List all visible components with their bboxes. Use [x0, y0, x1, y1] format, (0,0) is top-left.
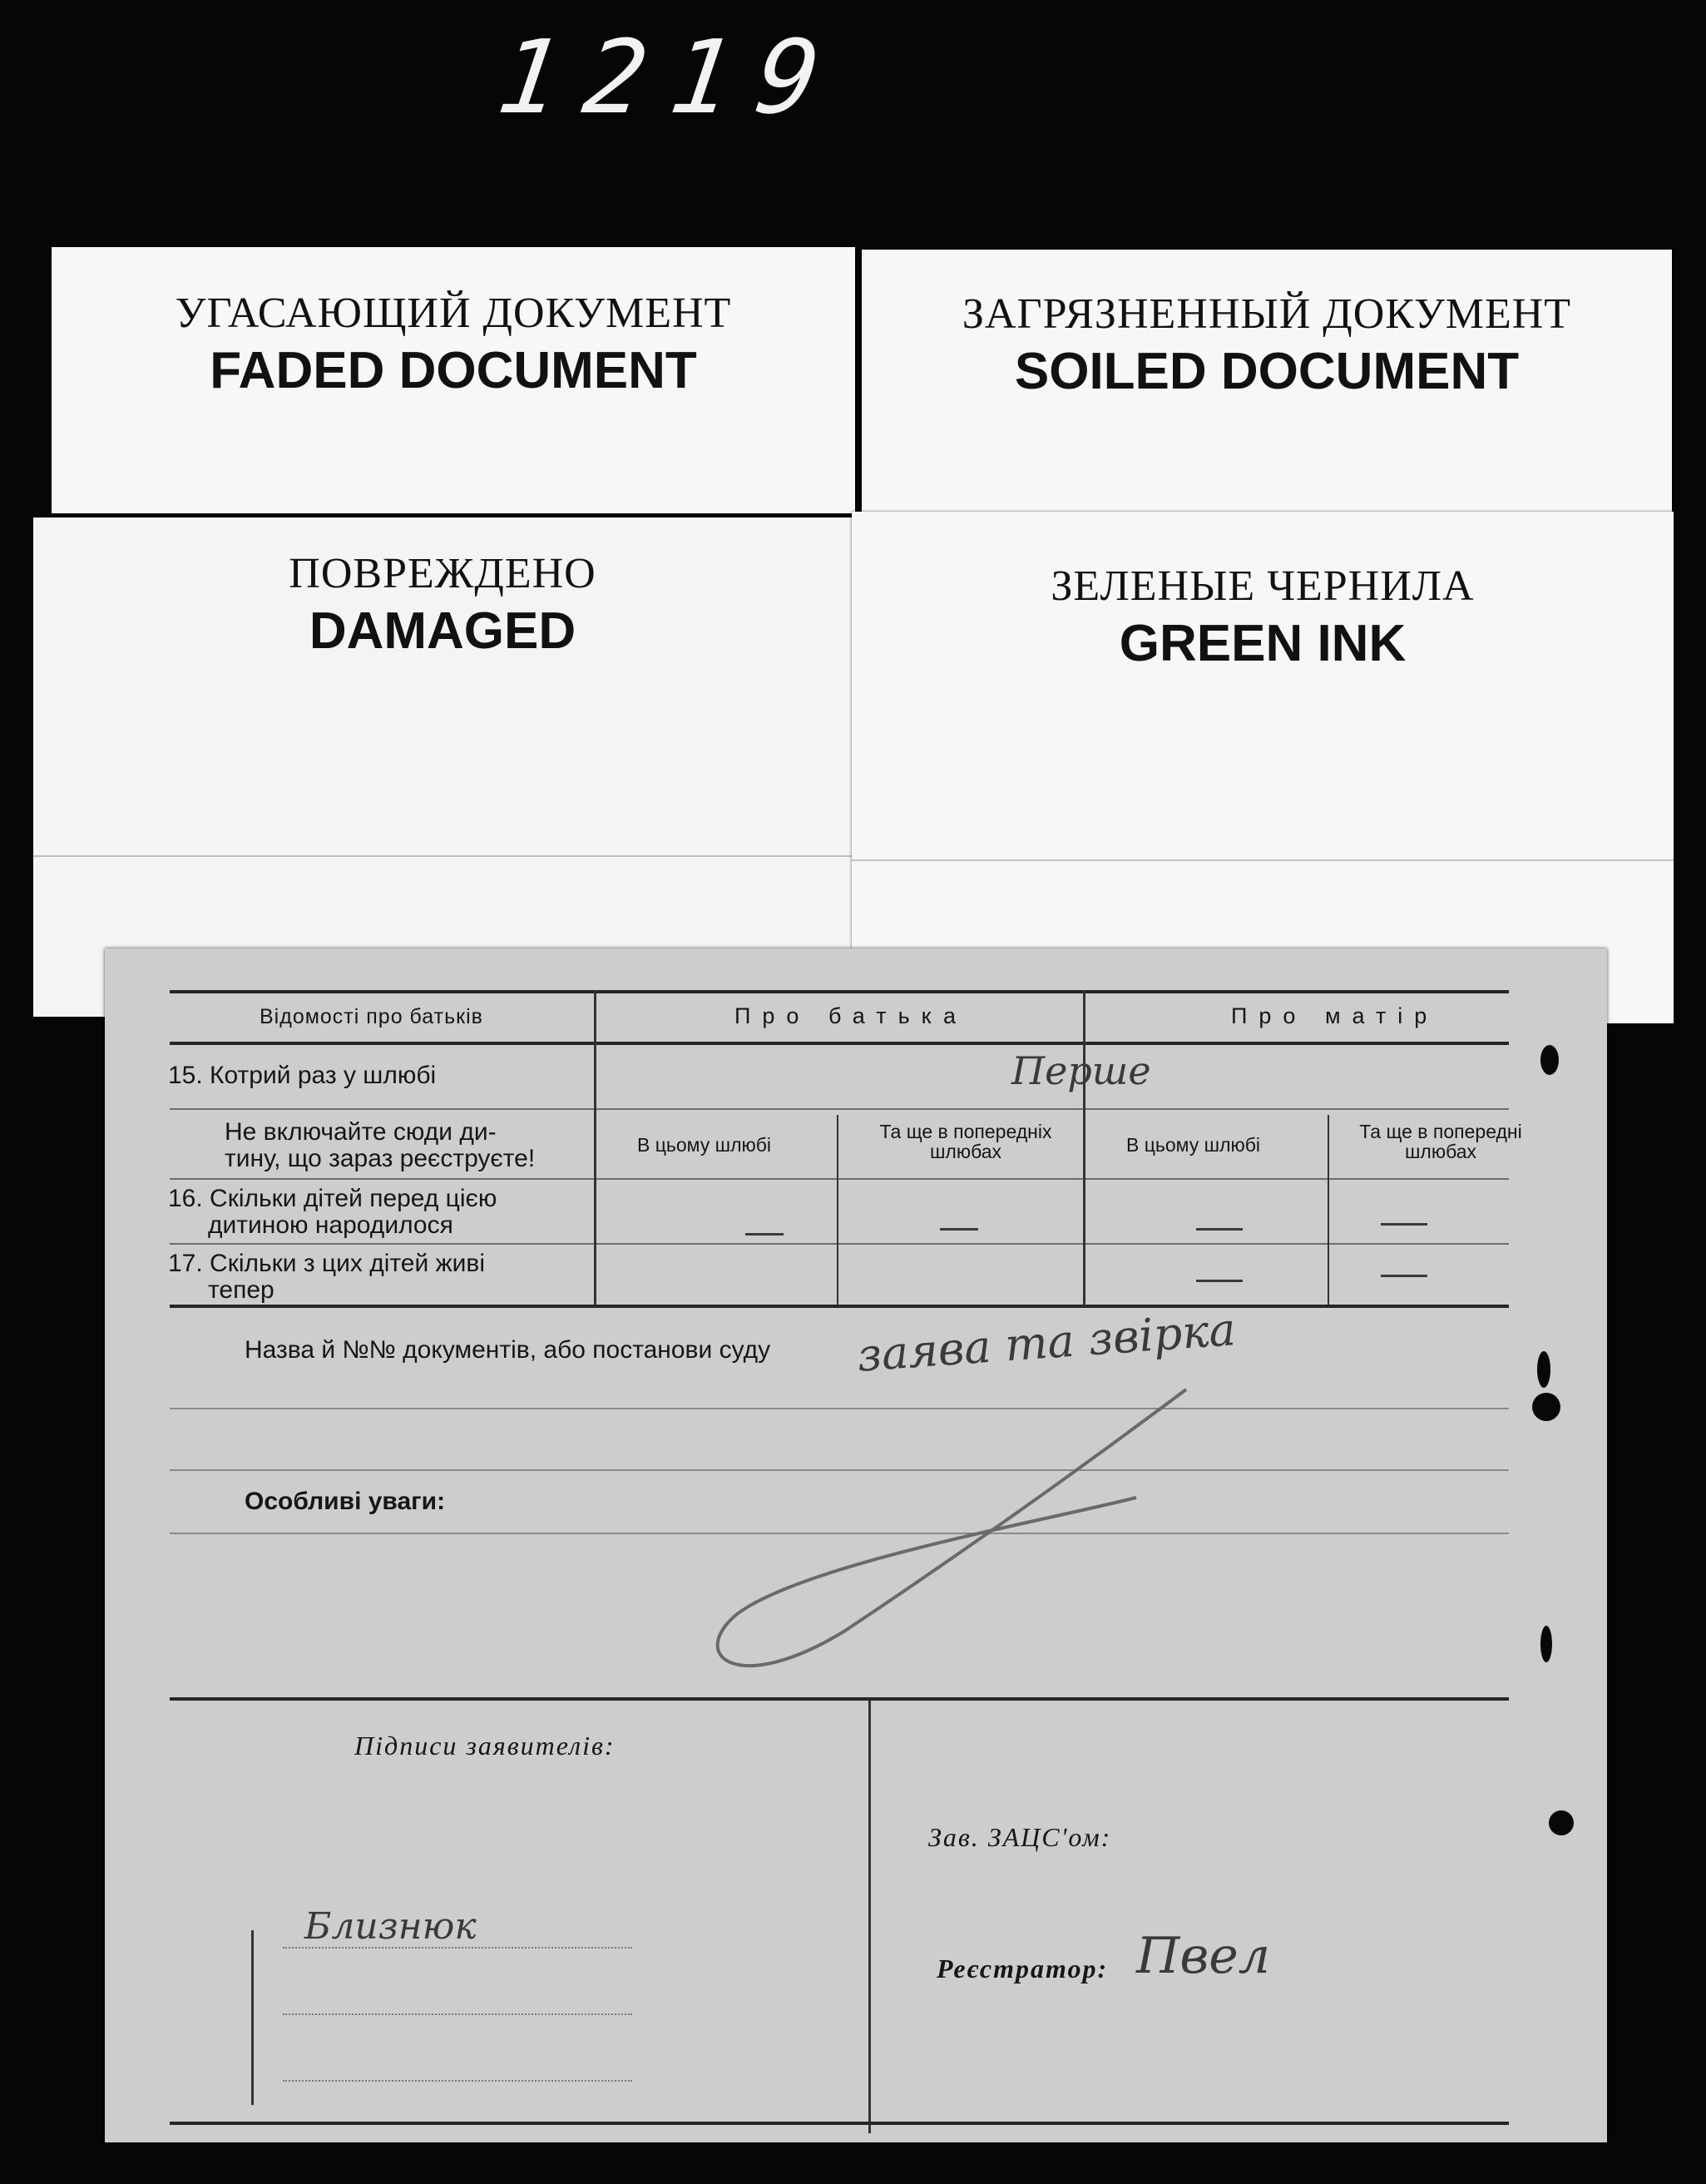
subheader-father-previous-line1: Та ще в попередніх	[879, 1121, 1052, 1142]
faded-document-card	[52, 247, 855, 513]
header-about-mother: Про матір	[1231, 1003, 1439, 1028]
punch-hole	[1532, 1393, 1560, 1421]
note-line-1: Не включайте сюди ди-	[225, 1118, 497, 1146]
punch-hole	[1540, 1626, 1552, 1662]
damaged-card-russian: ПОВРЕЖДЕНО	[289, 550, 596, 597]
marriage-count-father-handwriting: Перше	[1011, 1048, 1151, 1093]
punch-hole	[1540, 1045, 1559, 1075]
subheader-mother-previous-line1: Та ще в попередні	[1359, 1121, 1522, 1142]
faded-card-russian: УГАСАЮЩИЙ ДОКУМЕНТ	[175, 290, 732, 337]
subheader-mother-this-marriage: В цьому шлюбі	[1126, 1134, 1261, 1156]
frame-number: 1219	[491, 18, 852, 136]
row-17-line-1: 17. Скільки з цих дітей живі	[168, 1250, 485, 1277]
row-15-label: 15. Котрий раз у шлюбі	[168, 1062, 437, 1089]
soiled-card-english: SOILED DOCUMENT	[1014, 343, 1520, 400]
green-ink-card	[852, 512, 1674, 1023]
card-fold-line	[852, 859, 1674, 861]
card-fold-line	[33, 855, 852, 857]
damaged-card-english: DAMAGED	[309, 602, 576, 660]
documents-label: Назва й №№ документів, або постанови суду	[245, 1336, 771, 1364]
note-line-2: тину, що зараз реєструєте!	[225, 1145, 536, 1172]
header-parents-info: Відомості про батьків	[260, 1005, 483, 1028]
sheet-bottom-border	[170, 2122, 1509, 2125]
applicant-signature: Близнюк	[304, 1905, 477, 1948]
green-card-russian: ЗЕЛЕНЫЕ ЧЕРНИЛА	[1051, 562, 1475, 610]
punch-hole	[1549, 1810, 1574, 1835]
signature-dotted-line	[283, 2013, 632, 2015]
registration-form-sheet	[105, 948, 1607, 2142]
subheader-father-this-marriage: В цьому шлюбі	[637, 1134, 772, 1156]
subheader-mother-previous-line2: шлюбах	[1404, 1141, 1477, 1162]
faded-card-english: FADED DOCUMENT	[210, 342, 697, 399]
applicants-signatures-label: Підписи заявителів:	[354, 1731, 616, 1761]
cancel-flourish-stroke	[105, 948, 1607, 2142]
row-17-line-2: тепер	[208, 1276, 274, 1304]
soiled-document-card	[862, 250, 1672, 524]
special-notes-label: Особливі уваги:	[245, 1488, 446, 1515]
zags-head-label: Зав. ЗАЦС'ом:	[928, 1822, 1112, 1852]
registrar-signature: Пвел	[1136, 1927, 1270, 1985]
header-about-father: Про батька	[734, 1003, 968, 1028]
registrar-label: Реєстратор:	[937, 1954, 1109, 1983]
row-16-line-1: 16. Скільки дітей перед цією	[168, 1185, 497, 1212]
documents-handwritten-value: заява та звірка	[855, 1303, 1238, 1382]
green-card-english: GREEN INK	[1119, 615, 1407, 672]
signature-bracket	[251, 1930, 254, 2105]
row-16-line-2: дитиною народилося	[208, 1211, 453, 1239]
signature-divider	[868, 1701, 871, 2133]
soiled-card-russian: ЗАГРЯЗНЕННЫЙ ДОКУМЕНТ	[962, 290, 1572, 338]
signature-section-top	[170, 1697, 1509, 1701]
punch-hole	[1537, 1351, 1550, 1388]
signature-dotted-line	[283, 2080, 632, 2082]
subheader-father-previous-line2: шлюбах	[929, 1141, 1002, 1162]
damaged-card	[33, 518, 852, 1017]
signature-dotted-line	[283, 1947, 632, 1949]
